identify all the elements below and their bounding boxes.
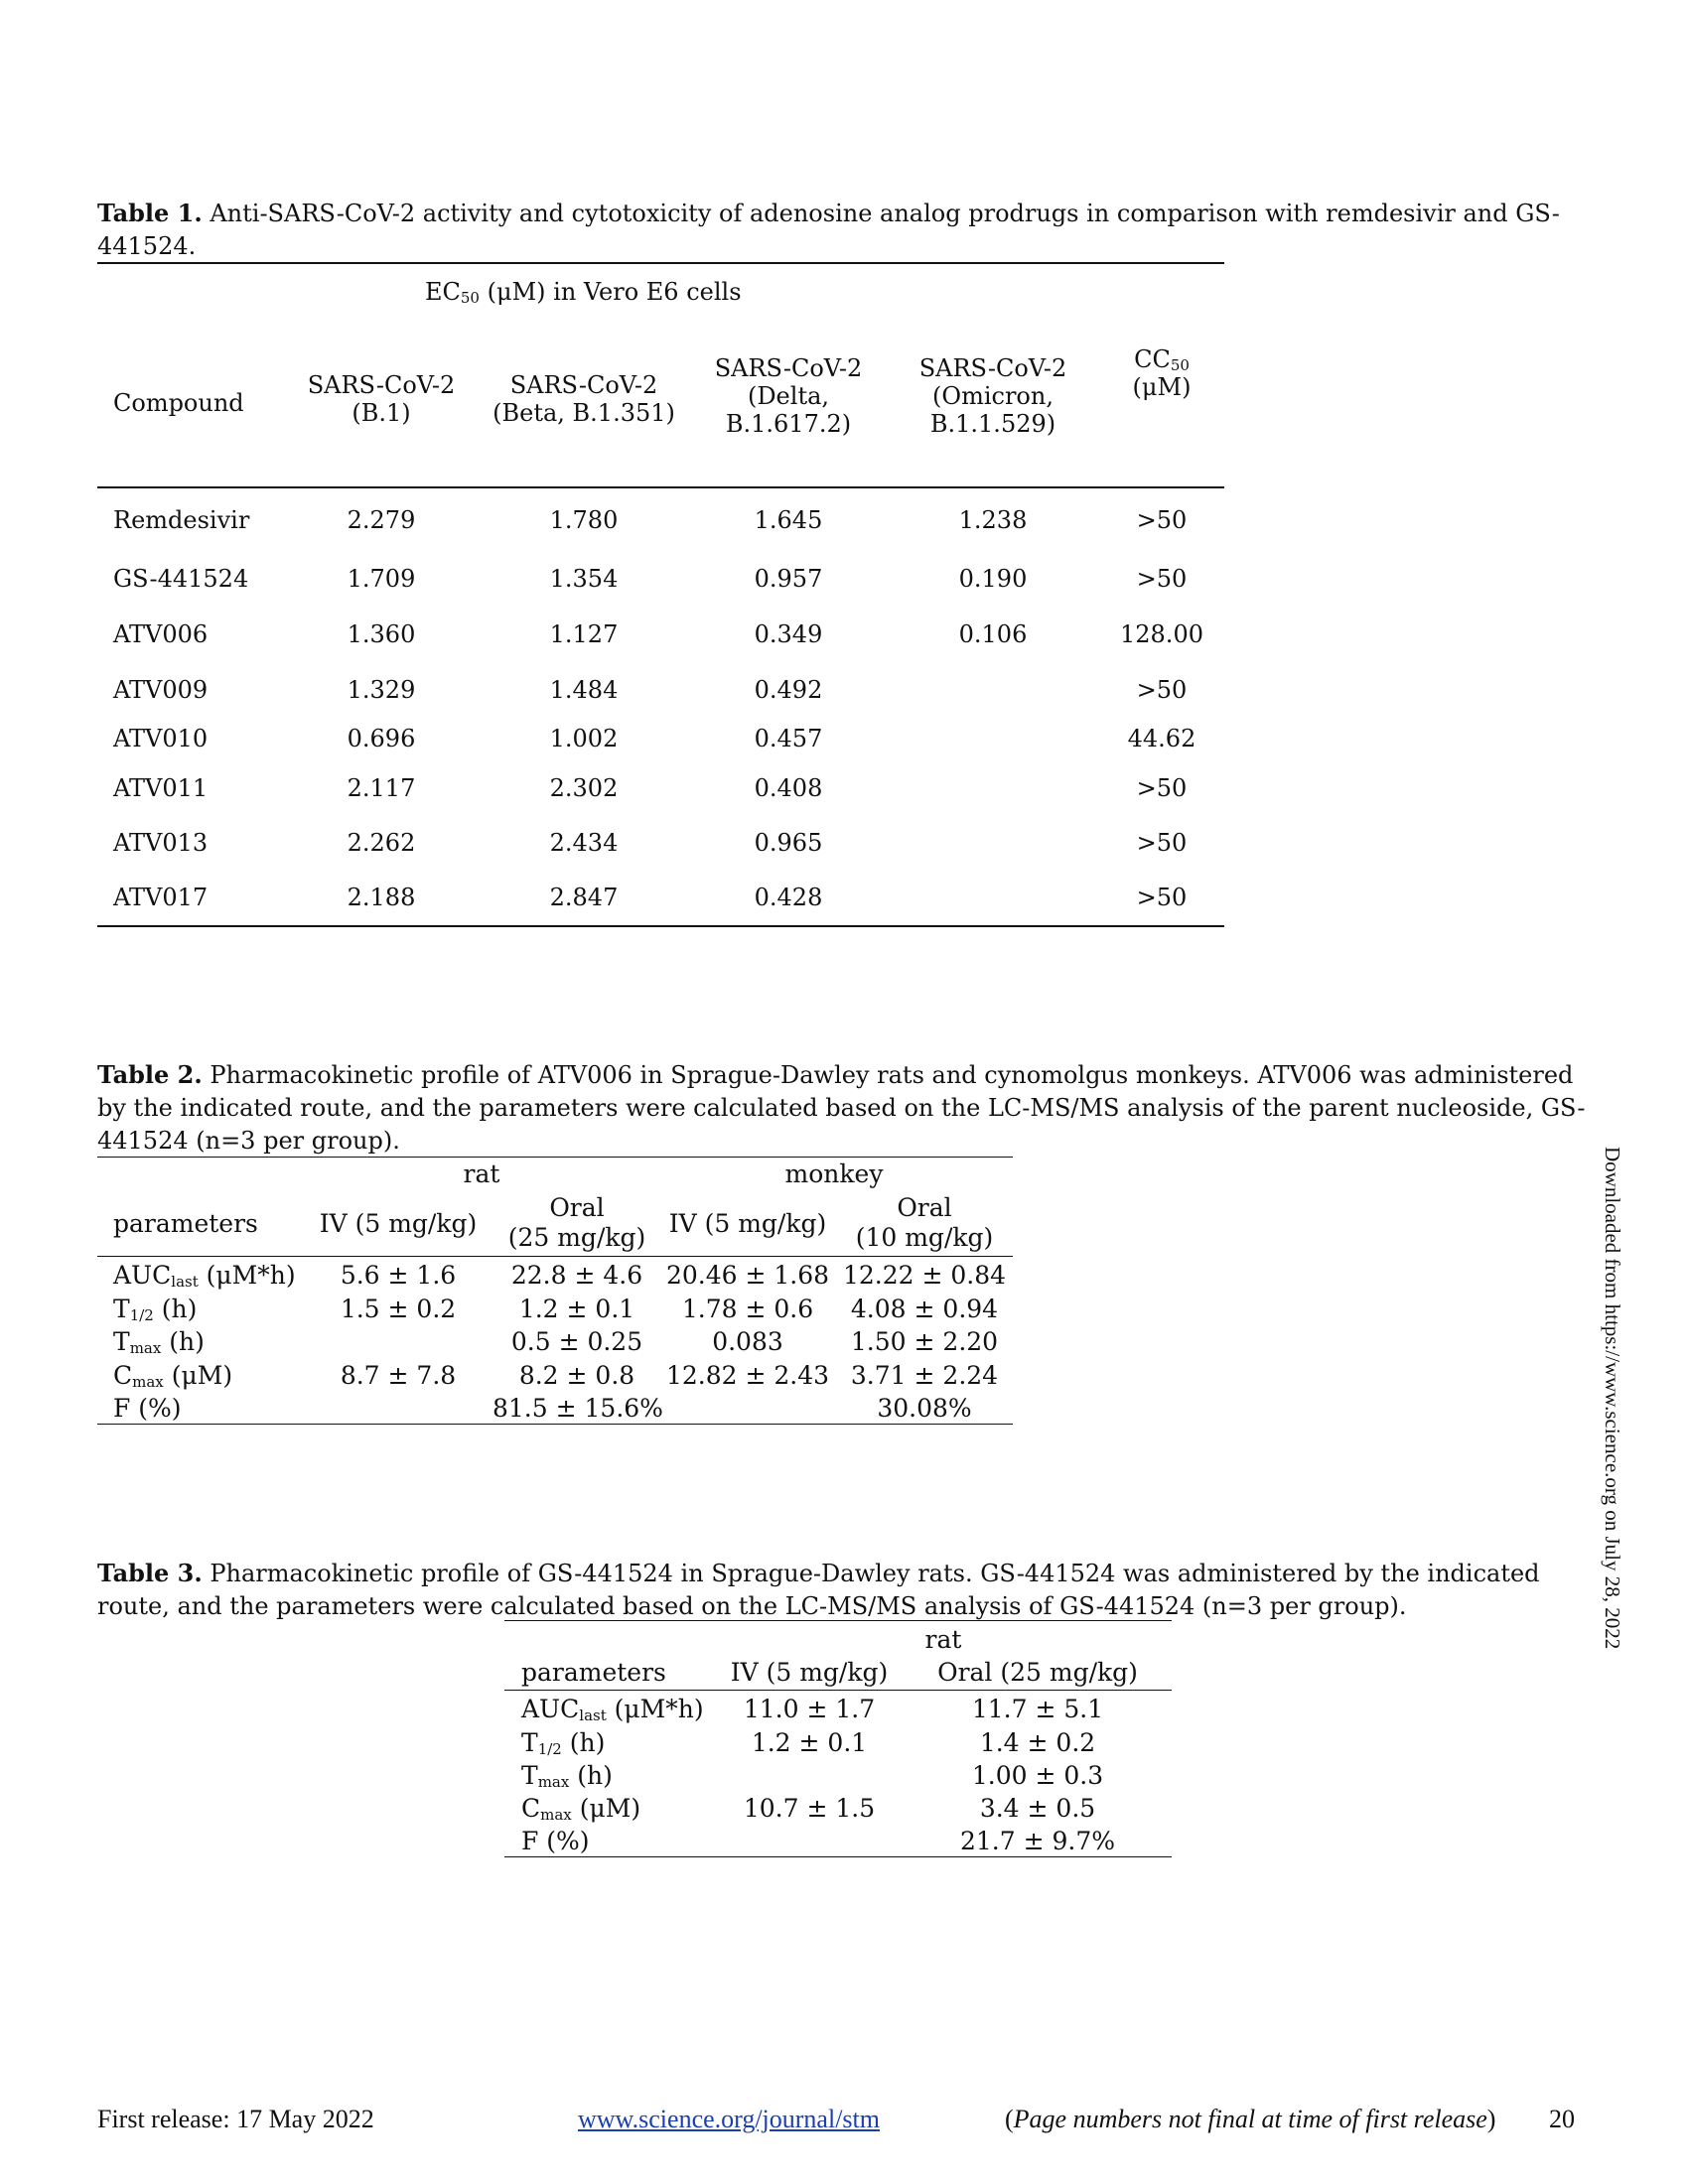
table1-value-cell: 128.00 (1120, 620, 1203, 648)
table1-value-cell: 0.428 (754, 884, 823, 911)
table1-value-cell: 2.434 (549, 829, 619, 857)
param-subscript: max (132, 1373, 164, 1391)
table3-value-cell: 3.4 ± 0.5 (979, 1794, 1096, 1823)
table2-value-cell: 8.2 ± 0.8 (518, 1361, 635, 1390)
table1-value-cell: 2.117 (347, 774, 416, 802)
param-unit: (h) (569, 1761, 613, 1790)
table2-header-rat-oral (492, 1193, 661, 1253)
param-subscript: max (540, 1806, 572, 1824)
table1-value-cell: 1.329 (347, 676, 416, 704)
footer-url-link[interactable]: www.science.org/journal/stm (578, 2105, 880, 2133)
header-beta-line1: SARS-CoV-2 (509, 371, 658, 399)
table1-header-compound: Compound (113, 389, 244, 417)
table1-value-cell: 2.188 (347, 884, 416, 911)
param-unit: (h) (161, 1327, 205, 1356)
param-unit: (μM) (163, 1361, 233, 1390)
param-subscript: last (579, 1706, 607, 1724)
table3-value-cell: 1.00 ± 0.3 (971, 1761, 1104, 1790)
table2-caption-label: Table 2. (97, 1060, 203, 1089)
table1-value-cell: 1.354 (549, 565, 619, 593)
table2-value-cell: 4.08 ± 0.94 (850, 1295, 999, 1323)
param-symbol: F (%) (521, 1827, 590, 1855)
table1-compound-name: GS-441524 (113, 565, 249, 593)
table2-value-cell: 22.8 ± 4.6 (510, 1261, 643, 1290)
param-unit: (h) (153, 1295, 198, 1323)
param-subscript: max (537, 1773, 570, 1791)
table2-header-rat-iv: IV (5 mg/kg) (319, 1209, 478, 1238)
header-omicron-line2: (Omicron, (932, 382, 1054, 410)
download-side-note (1597, 1147, 1626, 1703)
param-symbol: F (%) (113, 1394, 182, 1423)
page-note-close: ) (1486, 2105, 1496, 2133)
table1-caption-text: Anti-SARS-CoV-2 activity and cytotoxicity of adenosine analog prodrugs in comparison with remdesivir and GS-441524. (97, 200, 1560, 260)
table1-compound-name: ATV011 (113, 774, 209, 802)
table1-value-cell: 0.957 (754, 565, 823, 593)
table1-header-delta (689, 354, 888, 438)
table2-bottom-rule (97, 1424, 1013, 1425)
table1-ec50-header (425, 278, 742, 306)
footer-page-note (1005, 2105, 1495, 2134)
table2-value-cell: 20.46 ± 1.68 (665, 1261, 830, 1290)
table2-caption (97, 1058, 1587, 1158)
table1-top-rule (97, 262, 1224, 264)
table1-value-cell: >50 (1136, 506, 1188, 534)
param-symbol: AUC (521, 1695, 580, 1723)
table3-value-cell: 10.7 ± 1.5 (743, 1794, 876, 1823)
table1-value-cell: 0.457 (754, 725, 823, 752)
table1-value-cell: 1.709 (347, 565, 416, 593)
ec50-suffix: (μM) in Vero E6 cells (479, 278, 742, 306)
table3-top-rule (504, 1620, 1172, 1621)
table3-value-cell: 1.2 ± 0.1 (751, 1728, 868, 1757)
table1-compound-name: ATV017 (113, 884, 209, 911)
table2-group-rat: rat (463, 1160, 500, 1188)
table2-value-cell: 0.5 ± 0.25 (510, 1327, 643, 1356)
table2-header-parameters: parameters (113, 1209, 258, 1238)
param-symbol: C (113, 1361, 133, 1390)
param-subscript: 1/2 (129, 1306, 154, 1324)
table2-caption-text: Pharmacokinetic profile of ATV006 in Sprague-Dawley rats and cynomolgus monkeys. ATV006 was administered by the indicated route, and the parameters were calculated based on the LC-MS/MS analysis of the parent nucleoside, GS-441524 (n=3 per group). (97, 1061, 1586, 1155)
table2-parameter-name (113, 1295, 197, 1324)
table3-caption-text: Pharmacokinetic profile of GS-441524 in Sprague-Dawley rats. GS-441524 was administered by the indicated route, and the parameters were calculated based on the LC-MS/MS analysis of GS-441524 (n=3 per group). (97, 1560, 1540, 1620)
param-subscript: last (171, 1273, 199, 1291)
table1-header-omicron (894, 354, 1092, 438)
table1-caption (97, 197, 1587, 263)
table3-caption (97, 1557, 1587, 1623)
table1-header-b1 (282, 371, 481, 427)
table1-value-cell: 2.847 (549, 884, 619, 911)
table1-value-cell: 0.106 (958, 620, 1028, 648)
table3-parameter-name (521, 1794, 640, 1824)
table3-parameter-name (521, 1728, 605, 1758)
table1-caption-label: Table 1. (97, 199, 203, 227)
table1-compound-name: ATV006 (113, 620, 209, 648)
ec50-prefix: EC (425, 278, 461, 306)
table3-group-rat: rat (924, 1625, 962, 1654)
header-cc50-unit: (μM) (1132, 373, 1192, 401)
rat-oral-line2: (25 mg/kg) (507, 1223, 646, 1252)
table1-value-cell: >50 (1136, 676, 1188, 704)
monkey-oral-line2: (10 mg/kg) (855, 1223, 994, 1252)
table3-parameter-name (521, 1827, 590, 1856)
table1-value-cell: 1.645 (754, 506, 823, 534)
table1-compound-name: ATV010 (113, 725, 209, 752)
param-symbol: T (113, 1295, 130, 1323)
table2-value-cell: 1.50 ± 2.20 (850, 1327, 999, 1356)
table2-value-cell: 1.78 ± 0.6 (681, 1295, 814, 1323)
table1-value-cell: 2.302 (549, 774, 619, 802)
table2-header-rule (97, 1256, 1013, 1257)
page-note-text: Page numbers not final at time of first release (1013, 2105, 1487, 2133)
header-delta-line2: (Delta, (747, 382, 830, 410)
table2-value-cell: 0.083 (712, 1327, 783, 1356)
monkey-oral-line1: Oral (897, 1193, 952, 1222)
table2-value-cell: 30.08% (877, 1394, 972, 1423)
table1-value-cell: 1.002 (549, 725, 619, 752)
table1-value-cell: 2.279 (347, 506, 416, 534)
table2-parameter-name (113, 1261, 296, 1291)
header-beta-line2: (Beta, B.1.351) (492, 399, 675, 427)
table1-compound-name: Remdesivir (113, 506, 250, 534)
table3-value-cell: 11.7 ± 5.1 (971, 1695, 1104, 1723)
param-symbol: T (521, 1728, 538, 1757)
table1-value-cell: 0.492 (754, 676, 823, 704)
table2-parameter-name (113, 1394, 182, 1424)
table3-caption-label: Table 3. (97, 1559, 203, 1587)
table2-header-monkey-iv: IV (5 mg/kg) (668, 1209, 827, 1238)
param-subscript: 1/2 (537, 1740, 562, 1758)
header-delta-line1: SARS-CoV-2 (714, 354, 863, 382)
ec50-sub: 50 (460, 289, 480, 307)
header-delta-line3: B.1.617.2) (725, 410, 852, 438)
table2-value-cell: 12.22 ± 0.84 (842, 1261, 1007, 1290)
param-unit: (μM*h) (198, 1261, 296, 1290)
table2-value-cell: 5.6 ± 1.6 (340, 1261, 457, 1290)
param-unit: (μM*h) (606, 1695, 704, 1723)
param-symbol: T (521, 1761, 538, 1790)
table2-value-cell: 81.5 ± 15.6% (492, 1394, 663, 1423)
table2-header-monkey-oral (840, 1193, 1009, 1253)
table1-compound-name: ATV009 (113, 676, 209, 704)
header-omicron-line1: SARS-CoV-2 (918, 354, 1067, 382)
table1-value-cell: 0.408 (754, 774, 823, 802)
table3-value-cell: 1.4 ± 0.2 (979, 1728, 1096, 1757)
header-b1-line2: (B.1) (352, 399, 411, 427)
table1-value-cell: 0.349 (754, 620, 823, 648)
table3-header-parameters: parameters (521, 1658, 666, 1687)
table2-value-cell: 12.82 ± 2.43 (665, 1361, 830, 1390)
table2-group-monkey: monkey (784, 1160, 884, 1188)
table1-header-cc50 (1102, 345, 1221, 401)
header-b1-line1: SARS-CoV-2 (307, 371, 456, 399)
table3-parameter-name (521, 1695, 704, 1724)
download-side-note-text: Downloaded from https://www.science.org on July 28, 2022 (1601, 1147, 1624, 1650)
table1-value-cell: 0.696 (347, 725, 416, 752)
param-unit: (μM) (571, 1794, 641, 1823)
table3-value-cell: 21.7 ± 9.7% (959, 1827, 1116, 1855)
table2-top-rule (97, 1157, 1013, 1158)
table1-value-cell: 1.780 (549, 506, 619, 534)
table2-parameter-name (113, 1327, 205, 1357)
table3-header-rule (504, 1690, 1172, 1691)
table1-value-cell: >50 (1136, 565, 1188, 593)
table2-parameter-name (113, 1361, 232, 1391)
page-note-open: ( (1005, 2105, 1014, 2133)
table1-value-cell: 1.127 (549, 620, 619, 648)
param-unit: (h) (561, 1728, 606, 1757)
table1-value-cell: 44.62 (1127, 725, 1196, 752)
table1-header-rule (97, 486, 1224, 488)
header-omicron-line3: B.1.1.529) (929, 410, 1056, 438)
param-symbol: AUC (113, 1261, 172, 1290)
table2-value-cell: 3.71 ± 2.24 (850, 1361, 999, 1390)
footer-page-number: 20 (1549, 2105, 1575, 2133)
table2-value-cell: 8.7 ± 7.8 (340, 1361, 457, 1390)
table1-value-cell: 1.238 (958, 506, 1028, 534)
table2-value-cell: 1.2 ± 0.1 (518, 1295, 635, 1323)
table2-value-cell: 1.5 ± 0.2 (340, 1295, 457, 1323)
table1-value-cell: 0.190 (958, 565, 1028, 593)
table1-value-cell: 1.360 (347, 620, 416, 648)
header-cc50-line1 (1102, 345, 1221, 373)
rat-oral-line1: Oral (549, 1193, 605, 1222)
table1-value-cell: >50 (1136, 774, 1188, 802)
table1-value-cell: 2.262 (347, 829, 416, 857)
table1-bottom-rule (97, 925, 1224, 927)
table1-value-cell: >50 (1136, 829, 1188, 857)
param-subscript: max (129, 1339, 162, 1357)
table1-value-cell: 0.965 (754, 829, 823, 857)
table1-header-beta (485, 371, 683, 427)
table3-header-iv: IV (5 mg/kg) (730, 1658, 889, 1687)
cc50-main: CC (1134, 345, 1171, 373)
table1-value-cell: 1.484 (549, 676, 619, 704)
table1-compound-name: ATV013 (113, 829, 209, 857)
table3-value-cell: 11.0 ± 1.7 (743, 1695, 876, 1723)
param-symbol: C (521, 1794, 541, 1823)
cc50-sub: 50 (1170, 356, 1190, 374)
table3-parameter-name (521, 1761, 613, 1791)
param-symbol: T (113, 1327, 130, 1356)
table3-bottom-rule (504, 1856, 1172, 1857)
footer-release: First release: 17 May 2022 (97, 2105, 374, 2133)
table1-value-cell: >50 (1136, 884, 1188, 911)
table3-header-oral: Oral (25 mg/kg) (937, 1658, 1138, 1687)
